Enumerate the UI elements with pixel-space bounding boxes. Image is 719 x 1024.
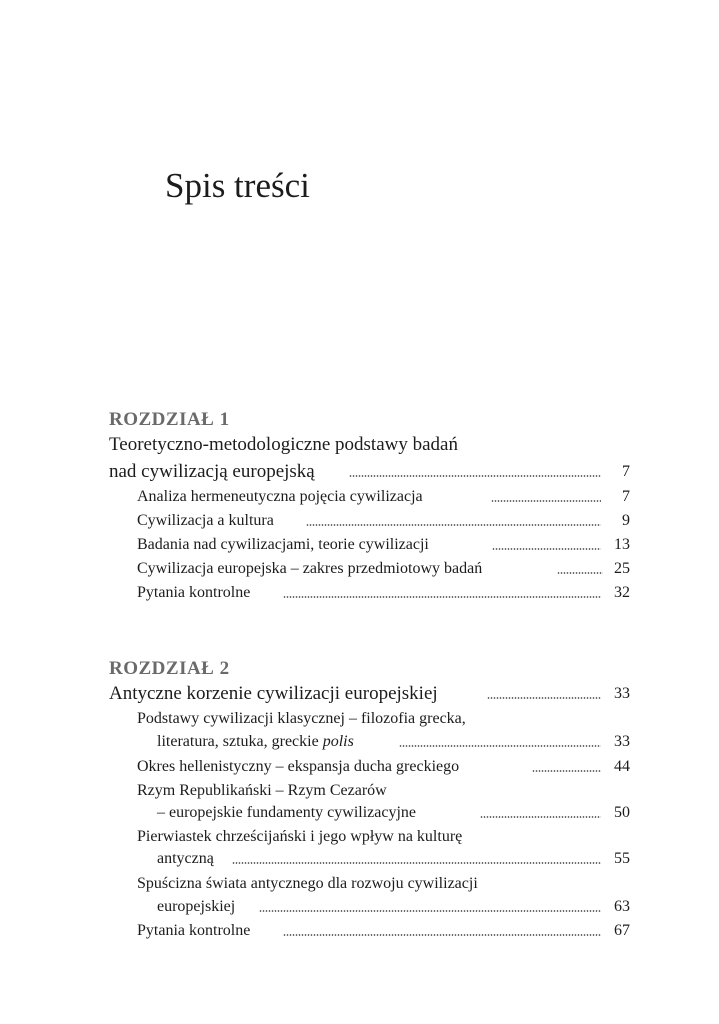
toc-entry-line[interactable] [0, 872, 719, 896]
dot-leader [232, 862, 601, 864]
page-number: 13 [614, 536, 630, 553]
dot-leader [557, 572, 603, 574]
dot-leader [487, 697, 601, 699]
page-title: Spis treści [165, 166, 310, 205]
dot-leader [306, 524, 601, 526]
dot-leader [480, 816, 601, 818]
section-title: Podstawy cywilizacji klasycznej – filozofia grecka, [137, 710, 466, 727]
section-title: Badania nad cywilizacjami, teorie cywilizacji [137, 536, 429, 553]
chapter-title-line [0, 433, 719, 457]
page-number: 7 [622, 488, 630, 505]
toc-entry[interactable] [0, 847, 719, 871]
toc-entry[interactable] [0, 682, 719, 706]
page-number: 33 [614, 733, 630, 750]
chapter-title-text: nad cywilizacją europejską [109, 461, 315, 482]
dot-leader [532, 770, 601, 772]
toc-entry[interactable] [0, 509, 719, 533]
section-title: Okres hellenistyczny – ekspansja ducha greckiego [137, 758, 460, 775]
section-title-continued: antyczną [157, 850, 214, 867]
section-title: Cywilizacja europejska – zakres przedmiotowy badań [137, 560, 483, 577]
section-title: Spuścizna świata antycznego dla rozwoju cywilizacji [137, 875, 478, 892]
toc-entry[interactable] [0, 755, 719, 779]
toc-entry-line[interactable] [0, 825, 719, 849]
section-title: Rzym Republikański – Rzym Cezarów [137, 782, 387, 799]
toc-entry-line[interactable] [0, 707, 719, 731]
page-number: 50 [614, 804, 630, 821]
toc-entry[interactable] [0, 485, 719, 509]
section-title-continued: europejskiej [157, 898, 236, 915]
toc-entry-line[interactable] [0, 779, 719, 803]
page-number: 32 [614, 584, 630, 601]
section-title-continued: – europejskie fundamenty cywilizacyjne [157, 804, 417, 821]
section-title: Cywilizacja a kultura [137, 512, 274, 529]
chapter-title-text: Teoretyczno-metodologiczne podstawy badań [109, 434, 458, 455]
page-number: 25 [614, 560, 630, 577]
section-title: Pytania kontrolne [137, 584, 251, 601]
dot-leader [283, 596, 601, 598]
section-title-part: literatura, sztuka, greckie [157, 733, 323, 750]
page-number: 44 [614, 758, 630, 775]
chapter-label: ROZDZIAŁ 1 [109, 409, 230, 430]
section-title: Pytania kontrolne [137, 922, 251, 939]
section-title-continued [157, 730, 354, 754]
page-number: 33 [614, 685, 630, 702]
section-title: Pierwiastek chrześcijański i jego wpływ na kulturę [137, 828, 463, 845]
dot-leader [399, 745, 601, 747]
page-number: 9 [622, 512, 630, 529]
dot-leader [259, 910, 601, 912]
chapter-label: ROZDZIAŁ 2 [109, 658, 230, 679]
toc-entry[interactable] [0, 533, 719, 557]
toc-entry[interactable] [0, 919, 719, 943]
page-number: 7 [622, 463, 630, 480]
toc-entry[interactable] [0, 581, 719, 605]
toc-entry[interactable] [0, 801, 719, 825]
page-number: 63 [614, 898, 630, 915]
page-number: 67 [614, 922, 630, 939]
toc-entry[interactable] [0, 895, 719, 919]
section-title: Analiza hermeneutyczna pojęcia cywilizacja [137, 488, 423, 505]
dot-leader [283, 934, 601, 936]
dot-leader [491, 500, 601, 502]
dot-leader [349, 475, 601, 477]
toc-entry[interactable] [0, 460, 719, 484]
dot-leader [492, 548, 601, 550]
chapter-title-text: Antyczne korzenie cywilizacji europejskiej [109, 683, 438, 704]
section-title-italic: polis [322, 733, 354, 750]
toc-entry[interactable] [0, 557, 719, 581]
toc-entry[interactable] [0, 730, 719, 754]
page-number: 55 [614, 850, 630, 867]
